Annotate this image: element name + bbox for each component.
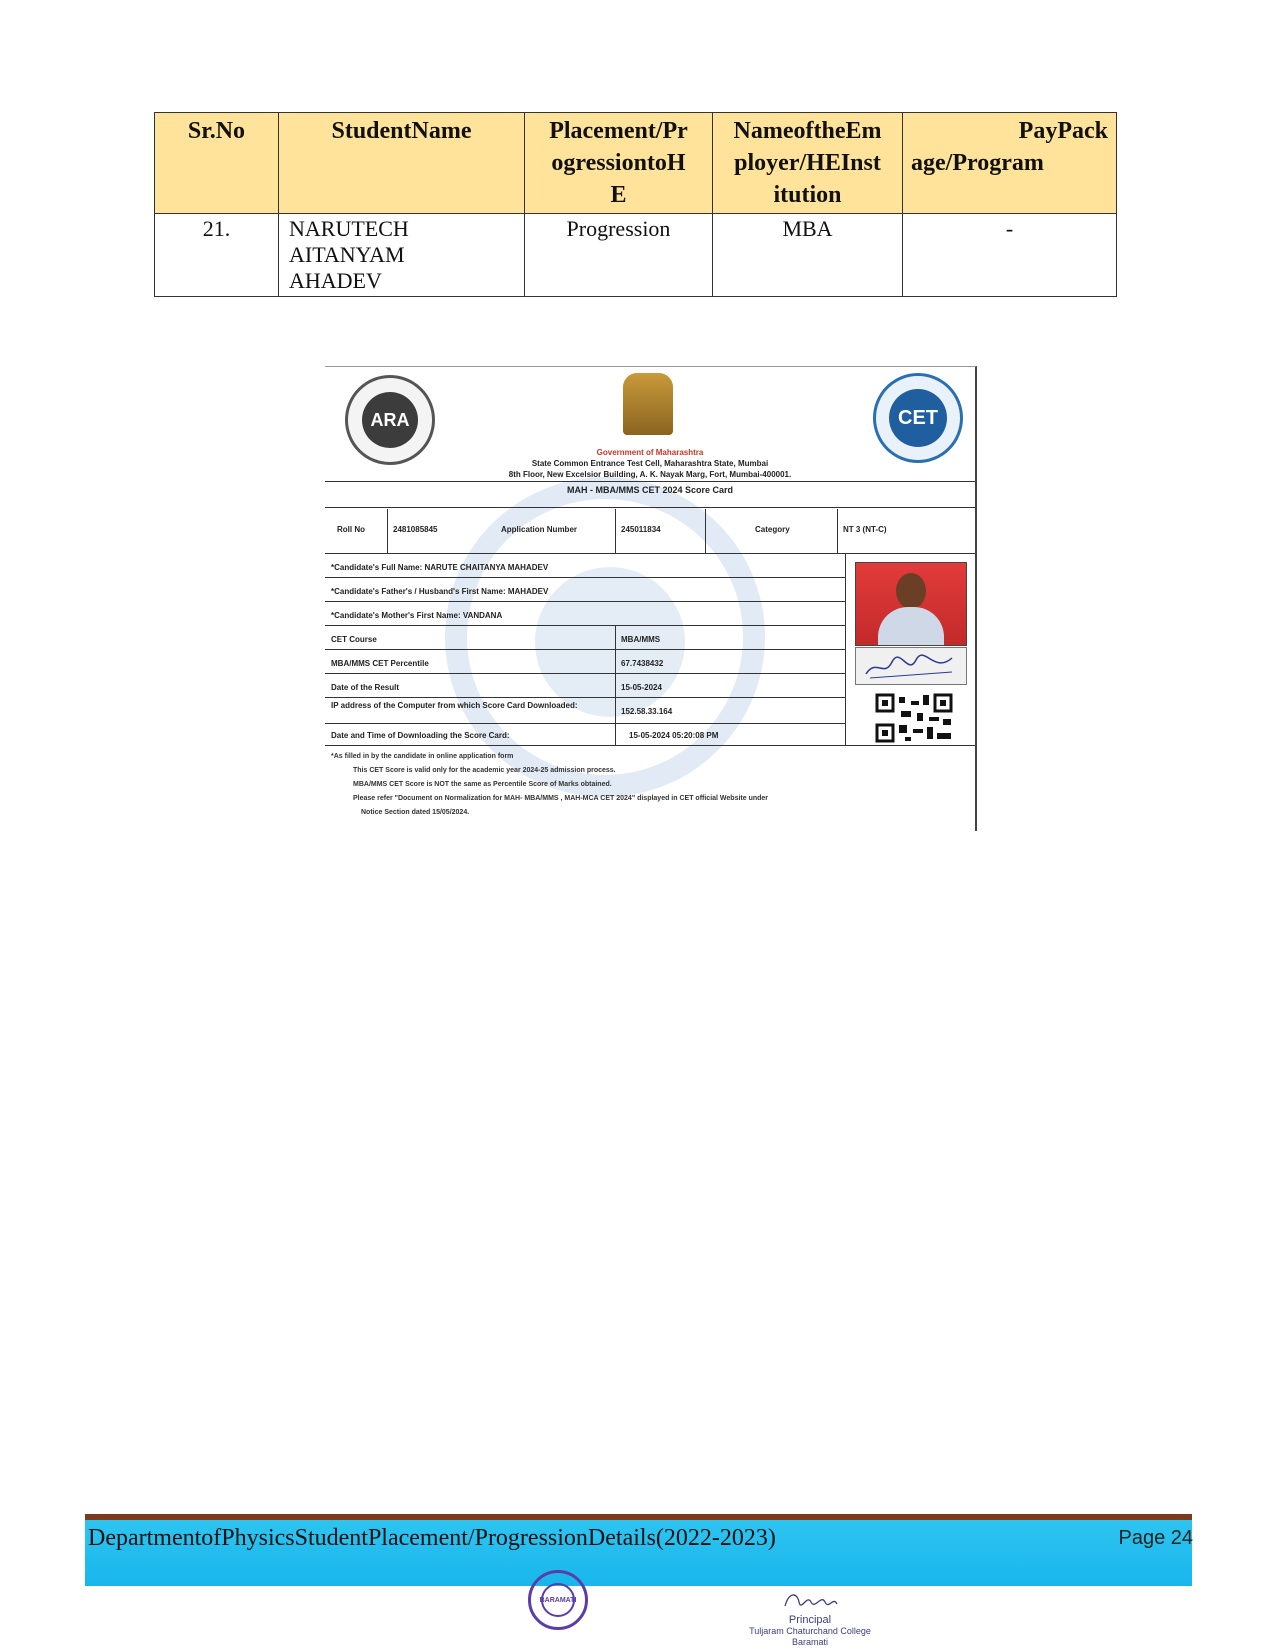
qr-code-icon	[875, 693, 955, 743]
divider	[325, 553, 975, 554]
divider	[325, 481, 975, 482]
download-label: Date and Time of Downloading the Score Card:	[331, 731, 510, 740]
divider	[615, 625, 616, 745]
table-row	[155, 214, 1117, 297]
note-item: MBA/MMS CET Score is NOT the same as Percentile Score of Marks obtained.	[353, 781, 612, 788]
ip-value: 152.58.33.164	[621, 707, 673, 716]
header-package-line: age/Program	[911, 150, 1044, 176]
candidate-mother-name: *Candidate's Mother's First Name: VANDANA	[331, 611, 503, 620]
address-line: 8th Floor, New Excelsior Building, A. K. Nayak Marg, Fort, Mumbai-400001.	[508, 470, 792, 479]
footer-title: DepartmentofPhysicsStudentPlacement/ProgressionDetails(2022-2023)	[88, 1525, 776, 1551]
principal-signature-block	[745, 1588, 875, 1648]
cell-placement: Progression	[525, 214, 713, 297]
college-city: Baramati	[791, 1637, 828, 1647]
score-card-image	[325, 366, 977, 831]
header-package	[903, 113, 1117, 214]
table-header-row	[155, 113, 1117, 214]
cet-watermark-center	[535, 567, 685, 717]
application-label: Application Number	[501, 525, 578, 534]
score-card-title: MAH - MBA/MMS CET 2024 Score Card	[566, 485, 734, 495]
divider	[325, 745, 975, 746]
application-value: 245011834	[621, 525, 661, 534]
note-item: Please refer "Document on Normalization for MAH- MBA/MMS , MAH-MCA CET 2024" displayed in CET official Website under	[353, 795, 769, 802]
principal-title: Principal	[788, 1614, 832, 1626]
page-number: Page 24	[1118, 1527, 1193, 1549]
header-employer-line: ployer/HEInst	[734, 150, 881, 176]
candidate-full-name: *Candidate's Full Name: NARUTE CHAITANYA MAHADEV	[331, 563, 549, 572]
header-package-line: PayPack	[1018, 118, 1108, 144]
category-label: Category	[755, 525, 790, 534]
divider	[837, 509, 838, 553]
student-name-line: NARUTECH	[289, 216, 409, 241]
divider	[325, 649, 845, 650]
course-value: MBA/MMS	[621, 635, 661, 644]
divider	[325, 577, 845, 578]
candidate-signature	[855, 647, 967, 685]
note-item: This CET Score is valid only for the academic year 2024-25 admission process.	[353, 767, 616, 774]
college-seal-icon	[528, 1570, 588, 1630]
header-employer	[713, 113, 903, 214]
divider	[325, 673, 845, 674]
course-label: CET Course	[331, 635, 377, 644]
note-item: Notice Section dated 15/05/2024.	[361, 809, 470, 816]
divider	[387, 509, 388, 553]
header-student-name: StudentName	[279, 113, 525, 214]
header-employer-line: itution	[773, 182, 842, 208]
cell-student-name	[279, 214, 525, 297]
cell-line: State Common Entrance Test Cell, Maharashtra State, Mumbai	[531, 459, 769, 468]
divider	[845, 553, 846, 745]
divider	[325, 601, 845, 602]
state-emblem-icon	[623, 373, 673, 435]
header-placement	[525, 113, 713, 214]
ip-label: IP address of the Computer from which Score Card Downloaded:	[331, 701, 578, 710]
note-heading: *As filled in by the candidate in online application form	[331, 753, 514, 760]
divider	[705, 509, 706, 553]
student-name-line: AHADEV	[289, 268, 382, 293]
seal-text: BARAMATI	[541, 1583, 575, 1617]
cell-employer: MBA	[713, 214, 903, 297]
header-employer-line: NameoftheEm	[733, 118, 882, 144]
roll-label: Roll No	[337, 525, 365, 534]
candidate-father-name: *Candidate's Father's / Husband's First Name: MAHADEV	[331, 587, 549, 596]
divider	[615, 509, 616, 553]
header-sr-no: Sr.No	[155, 113, 279, 214]
header-placement-line: ogressiontoH	[551, 150, 686, 176]
cell-package: -	[903, 214, 1117, 297]
result-date-label: Date of the Result	[331, 683, 400, 692]
ara-logo-text: ARA	[362, 392, 418, 448]
category-value: NT 3 (NT-C)	[843, 525, 887, 534]
candidate-photo	[855, 562, 967, 646]
roll-row	[325, 509, 975, 553]
percentile-label: MBA/MMS CET Percentile	[331, 659, 429, 668]
cell-sr-no: 21.	[155, 214, 279, 297]
gov-line: Government of Maharashtra	[596, 448, 704, 457]
placement-table	[154, 112, 1117, 297]
roll-value: 2481085845	[393, 525, 438, 534]
divider	[325, 625, 845, 626]
divider	[325, 507, 975, 508]
result-date-value: 15-05-2024	[621, 683, 662, 692]
divider	[325, 697, 845, 698]
header-placement-line: Placement/Pr	[549, 118, 688, 144]
header-placement-line: E	[610, 182, 627, 208]
percentile-value: 67.7438432	[621, 659, 664, 668]
download-value: 15-05-2024 05:20:08 PM	[629, 731, 719, 740]
score-card-header	[325, 447, 975, 480]
student-name-line: AITANYAM	[289, 242, 405, 267]
principal-signature-icon	[745, 1588, 875, 1612]
divider	[325, 723, 845, 724]
college-name: Tuljaram Chaturchand College	[749, 1626, 871, 1636]
cet-logo-text: CET	[889, 389, 947, 447]
